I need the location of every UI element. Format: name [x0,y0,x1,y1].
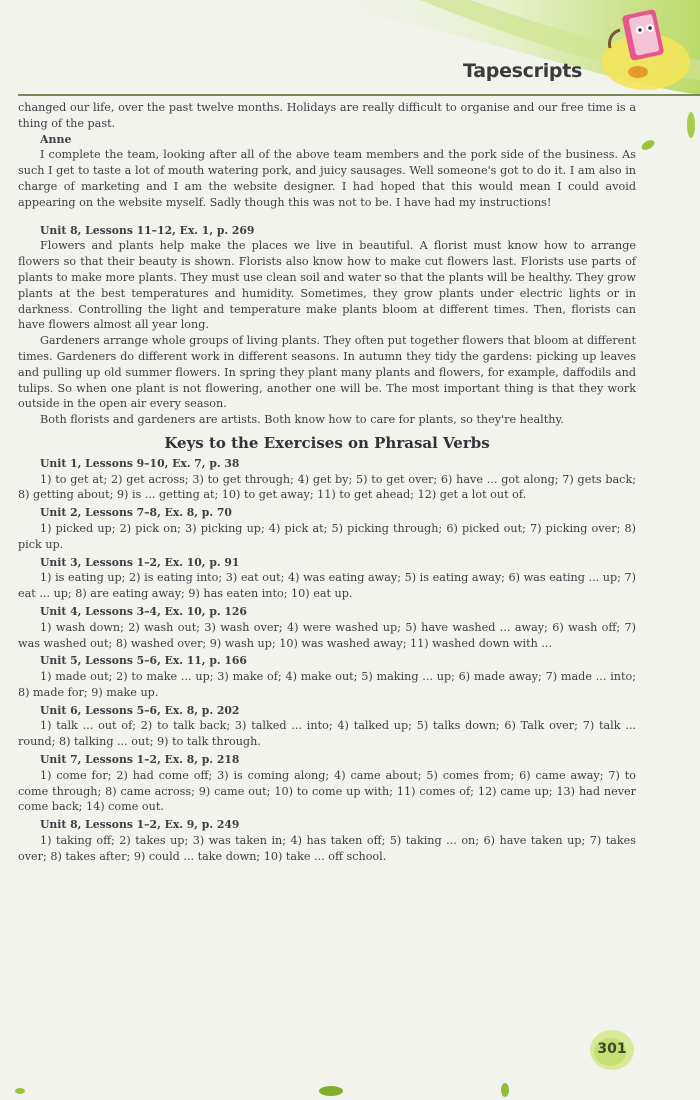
page-content [18,100,636,865]
key-answers: 1) made out; 2) to make ... up; 3) make of; 4) make out; 5) making ... up; 6) made away; 7) made ... into; 8) made for; 9) make up. [18,670,636,699]
key-item [18,456,636,503]
key-heading: Unit 7, Lessons 1–2, Ex. 8, p. 218 [40,753,240,767]
tapescript-paragraph: Both florists and gardeners are artists. Both know how to care for plants, so they're healthy. [40,413,564,427]
key-heading: Unit 8, Lessons 1–2, Ex. 9, p. 249 [40,818,240,832]
speaker-name: Anne [40,132,72,146]
key-answers: 1) talk ... out of; 2) to talk back; 3) talked ... into; 4) talked up; 5) talks down; 6) Talk over; 7) talk ... round; 8) talking ... out; 9) to talk through. [18,719,636,749]
key-item [18,653,636,700]
leaf-icon [14,1086,26,1096]
key-item [18,817,636,864]
key-item [18,604,636,651]
key-answers: 1) wash down; 2) wash out; 3) wash over; 4) were washed up; 5) have washed ... away; 6) wash off; 7) was washed out; 8) washed over; 9) wash up; 10) was washed away; 11) washed down with ... [18,620,636,650]
tapescript-heading: Unit 8, Lessons 11–12, Ex. 1, p. 269 [40,223,255,237]
header-divider [18,94,700,96]
key-answers: 1) come for; 2) had come off; 3) is coming along; 4) came about; 5) comes from; 6) came away; 7) to come through; 8) came across; 9) came out; 10) to come up with; 11) comes of; 12) came up; 13) had never come back; 14) come out. [18,768,636,814]
key-heading: Unit 3, Lessons 1–2, Ex. 10, p. 91 [40,555,240,569]
tapescript-paragraph: Flowers and plants help make the places we live in beautiful. A florist must know how to arrange flowers so that their beauty is shown. Florists also know how to make cut flowers last. Florists use parts of plants to make more plants. They must use clean soil and water so that the plants will be healthy. They grow plants at the best temperatures and humidity. Sometimes, they grow plants under electric lights or in darkness. Controlling the light and temperature make plants bloom at different times. Then, florists can have flowers almost all year long. [18,239,636,332]
leaf-icon [640,138,656,152]
key-answers: 1) is eating up; 2) is eating into; 3) eat out; 4) was eating away; 5) is eating away; 6) was eating ... up; 7) eat ... up; 8) are eating away; 9) has eaten into; 10) eat up. [18,571,636,601]
leaf-icon [498,1082,512,1098]
key-heading: Unit 5, Lessons 5–6, Ex. 11, p. 166 [40,654,247,668]
page-section-title: Tapescripts [463,60,582,82]
tapescript-continuation: changed our life, over the past twelve months. Holidays are really difficult to organise and our free time is a thing of the past. [18,101,636,130]
leaf-icon [318,1084,344,1098]
keys-section-title: Keys to the Exercises on Phrasal Verbs [164,433,490,452]
key-heading: Unit 4, Lessons 3–4, Ex. 10, p. 126 [40,604,247,618]
key-item [18,555,636,602]
key-answers: 1) picked up; 2) pick on; 3) picking up; 4) pick at; 5) picking through; 6) picked out; 7) picking over; 8) pick up. [18,521,636,551]
key-item [18,703,636,750]
book-mascot-icon [586,0,696,100]
speaker-text: I complete the team, looking after all of the above team members and the pork side of the business. As such I get to taste a lot of mouth watering pork, and juicy sausages. Well someone's got to do it. I am also in charge of marketing and I am the website designer. I had hoped that this would mean I could avoid appearing on the website myself. Sadly though this was not to be. I have had my instructions! [18,148,636,209]
key-heading: Unit 1, Lessons 9–10, Ex. 7, p. 38 [40,456,240,470]
key-answers: 1) taking off; 2) takes up; 3) was taken in; 4) has taken off; 5) taking ... on; 6) have taken up; 7) takes over; 8) takes after; 9) could ... take down; 10) take ... off school. [18,834,636,863]
key-answers: 1) to get at; 2) get across; 3) to get through; 4) get by; 5) to get over; 6) have ... got along; 7) gets back; 8) getting about; 9) is ... getting at; 10) to get away; 11) to get ahead; 12) get a lot out of. [18,472,636,502]
key-heading: Unit 2, Lessons 7–8, Ex. 8, p. 70 [40,506,232,520]
tapescript-paragraph: Gardeners arrange whole groups of living plants. They often put together flowers that bloom at different times. Gardeners do different work in different seasons. In autumn they tidy the gardens: picking up leaves and pulling up old summer flowers. In spring they plant many plants and flowers, for example, daffodils and tulips. So when one plant is not flowering, another one will be. The most important thing is that they work outside in the open air every season. [18,334,636,411]
key-item [18,505,636,552]
key-item [18,752,636,815]
page-number: 301 [597,1041,627,1057]
leaf-icon [684,110,698,140]
page-number-badge [588,1026,636,1074]
key-heading: Unit 6, Lessons 5–6, Ex. 8, p. 202 [40,703,240,717]
